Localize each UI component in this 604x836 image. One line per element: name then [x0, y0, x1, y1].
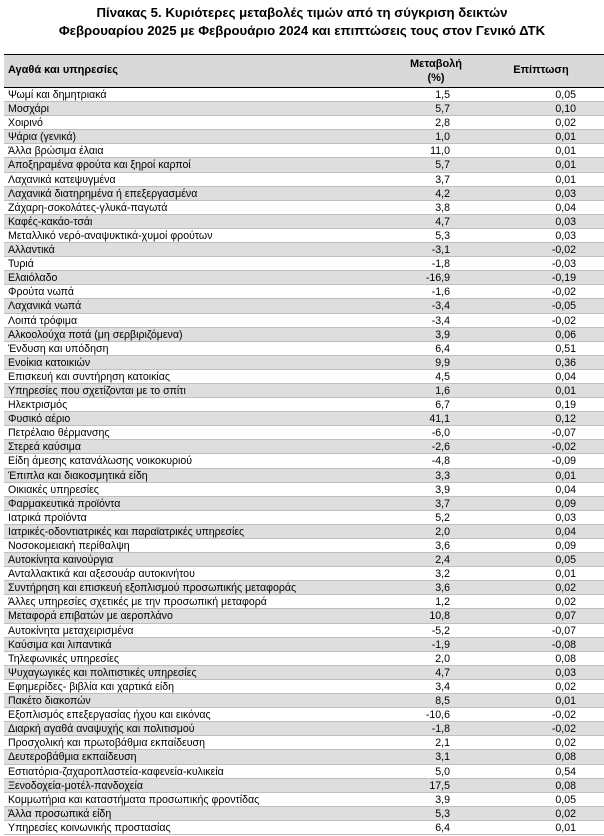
item-name: Καύσιμα και λιπαντικά: [8, 638, 112, 651]
table-row: [4, 370, 604, 384]
table-row: [4, 497, 604, 511]
item-name: Τυριά: [8, 258, 34, 271]
table-row: [4, 469, 604, 483]
impact-value: 0,02: [555, 737, 576, 750]
impact-value: 0,01: [555, 131, 576, 144]
table-row: [4, 271, 604, 285]
table-title-line-1: Πίνακας 5. Κυριότερες μεταβολές τιμών από τη σύγκριση δεικτών: [96, 5, 508, 20]
change-value: -4,8: [431, 455, 450, 468]
change-value: 11,0: [430, 145, 450, 158]
change-value: 3,6: [435, 540, 450, 552]
change-value: 2,0: [435, 652, 450, 665]
change-value: 3,4: [435, 680, 450, 693]
impact-value: -0,05: [551, 300, 576, 313]
impact-value: 0,04: [555, 525, 576, 538]
item-name: Αποξηραμένα φρούτα και ξηροί καρποί: [8, 159, 191, 172]
impact-value: 0,09: [555, 540, 576, 552]
item-name: Άλλα προσωπικά είδη: [8, 807, 112, 820]
change-value: 3,9: [435, 793, 450, 806]
impact-value: 0,08: [555, 751, 576, 764]
item-name: Κομμωτήρια και καταστήματα προσωπικής φροντίδας: [8, 793, 260, 806]
impact-value: 0,01: [555, 469, 576, 482]
header-change: [390, 57, 482, 85]
item-name: Πακέτο διακοπών: [8, 695, 91, 708]
item-name: Ιατρικές-οδοντιατρικές και παραϊατρικές υπηρεσίες: [8, 525, 245, 538]
change-value: 5,3: [435, 229, 450, 242]
item-name: Φυσικό αέριο: [8, 413, 71, 426]
table-row: [4, 609, 604, 623]
impact-value: 0,06: [555, 328, 576, 341]
table-row: [4, 88, 604, 102]
impact-value: 0,01: [555, 159, 576, 172]
impact-value: -0,03: [551, 258, 576, 271]
table-row: [4, 299, 604, 313]
item-name: Χοιρινό: [8, 117, 43, 130]
table-row: [4, 779, 604, 793]
item-name: Συντήρηση και επισκευή εξοπλισμού προσωπικής μεταφοράς: [8, 582, 297, 595]
table-row: [4, 328, 604, 342]
change-value: 1,2: [435, 596, 450, 609]
impact-value: 0,03: [555, 215, 576, 228]
item-name: Ψάρια (γενικά): [8, 131, 77, 144]
impact-value: 0,07: [555, 610, 576, 623]
table-row: [4, 652, 604, 666]
item-name: Καφές-κακάο-τσάι: [8, 215, 93, 228]
item-name: Πετρέλαιο θέρμανσης: [8, 427, 110, 440]
change-value: 6,4: [435, 821, 450, 834]
change-value: 1,5: [435, 89, 450, 101]
table-row: [4, 666, 604, 680]
table-row: [4, 694, 604, 708]
impact-value: -0,08: [551, 638, 576, 651]
item-name: Εστιατόρια-ζαχαροπλαστεία-καφενεία-κυλικεία: [8, 765, 224, 778]
item-name: Αλλαντικά: [8, 244, 55, 257]
table-row: [4, 807, 604, 821]
impact-value: 0,03: [555, 511, 576, 524]
item-name: Υπηρεσίες κοινωνικής προστασίας: [8, 821, 171, 834]
table-row: [4, 680, 604, 694]
change-value: -10,6: [425, 709, 450, 722]
change-value: 3,8: [435, 201, 450, 214]
impact-value: 0,01: [555, 384, 576, 397]
change-value: 10,8: [429, 610, 450, 623]
table-row: [4, 750, 604, 764]
change-value: -1,8: [431, 258, 450, 271]
item-name: Εξοπλισμός επεξεργασίας ήχου και εικόνας: [8, 709, 211, 722]
impact-value: -0,02: [551, 286, 576, 299]
impact-value: 0,10: [555, 103, 576, 116]
item-name: Είδη άμεσης κατανάλωσης νοικοκυριού: [8, 455, 193, 468]
item-name: Ψωμί και δημητριακά: [8, 89, 107, 101]
table-row: [4, 144, 604, 158]
impact-value: -0,07: [551, 624, 576, 637]
item-name: Οικιακές υπηρεσίες: [8, 483, 99, 496]
impact-value: -0,02: [551, 314, 576, 327]
table-title-line-2: Φεβρουαρίου 2025 με Φεβρουάριο 2024 και επιπτώσεις τους στον Γενικό ΔΤΚ: [58, 23, 546, 38]
item-name: Διαρκή αγαθά αναψυχής και πολιτισμού: [8, 723, 195, 736]
change-value: 2,4: [435, 554, 450, 567]
item-name: Υπηρεσίες που σχετίζονται με το σπίτι: [8, 384, 186, 397]
item-name: Λαχανικά νωπά: [8, 300, 82, 313]
item-name: Ξενοδοχεία-μοτέλ-πανδοχεία: [8, 779, 144, 792]
item-name: Εφημερίδες- βιβλία και χαρτικά είδη: [8, 680, 174, 693]
change-value: 3,6: [435, 582, 450, 595]
impact-value: 0,54: [555, 765, 576, 778]
change-value: 2,8: [435, 117, 450, 130]
header-goods-services: Αγαθά και υπηρεσίες: [8, 64, 118, 76]
impact-value: -0,02: [551, 723, 576, 736]
change-value: 4,7: [435, 666, 450, 679]
change-value: -3,4: [431, 300, 450, 313]
impact-value: -0,07: [551, 427, 576, 440]
change-value: 8,5: [435, 695, 450, 708]
item-name: Έπιπλα και διακοσμητικά είδη: [8, 469, 148, 482]
impact-value: 0,01: [555, 145, 576, 158]
item-name: Λαχανικά διατηρημένα ή επεξεργασμένα: [8, 187, 198, 200]
change-value: 2,0: [435, 525, 450, 538]
item-name: Αυτοκίνητα μεταχειρισμένα: [8, 624, 134, 637]
table-row: [4, 384, 604, 398]
impact-value: 0,04: [555, 201, 576, 214]
impact-value: 0,02: [555, 807, 576, 820]
impact-value: 0,05: [555, 89, 576, 101]
change-value: 3,2: [435, 568, 450, 581]
item-name: Αλκοολούχα ποτά (μη σερβιριζόμενα): [8, 328, 183, 341]
change-value: 3,1: [435, 751, 450, 764]
impact-value: -0,02: [551, 441, 576, 454]
table-row: [4, 173, 604, 187]
table-row: [4, 765, 604, 779]
item-name: Λαχανικά κατεψυγμένα: [8, 173, 116, 186]
item-name: Επισκευή και συντήρηση κατοικίας: [8, 370, 170, 383]
impact-value: 0,04: [555, 483, 576, 496]
item-name: Προσχολική και πρωτοβάθμια εκπαίδευση: [8, 737, 205, 750]
table-row: [4, 483, 604, 497]
impact-value: 0,01: [555, 173, 576, 186]
table-row: [4, 708, 604, 722]
change-value: 6,4: [435, 342, 450, 355]
change-value: -2,6: [431, 441, 450, 454]
impact-value: 0,05: [555, 554, 576, 567]
item-name: Ηλεκτρισμός: [8, 399, 68, 412]
change-value: 3,7: [435, 497, 450, 510]
table-row: [4, 638, 604, 652]
impact-value: -0,02: [551, 709, 576, 722]
table-body: [4, 88, 604, 835]
table-row: [4, 595, 604, 609]
impact-value: 0,08: [555, 779, 576, 792]
table-row: [4, 553, 604, 567]
item-name: Ενοίκια κατοικιών: [8, 356, 91, 369]
item-name: Ψυχαγωγικές και πολιτιστικές υπηρεσίες: [8, 666, 197, 679]
item-name: Ένδυση και υπόδηση: [8, 342, 109, 355]
item-name: Μεταλλικό νερό-αναψυκτικά-χυμοί φρούτων: [8, 229, 213, 242]
table-row: [4, 215, 604, 229]
impact-value: 0,36: [555, 356, 576, 369]
table-row: [4, 257, 604, 271]
impact-value: 0,19: [555, 399, 576, 412]
item-name: Ζάχαρη-σοκολάτες-γλυκά-παγωτά: [8, 201, 168, 214]
impact-value: 0,51: [555, 342, 576, 355]
impact-value: 0,01: [555, 568, 576, 581]
impact-value: 0,05: [555, 793, 576, 806]
table-row: [4, 525, 604, 539]
impact-value: 0,12: [555, 413, 576, 426]
change-value: -1,8: [431, 723, 450, 736]
table-row: [4, 201, 604, 215]
item-name: Αυτοκίνητα καινούργια: [8, 554, 114, 567]
item-name: Δευτεροβάθμια εκπαίδευση: [8, 751, 137, 764]
item-name: Ανταλλακτικά και αξεσουάρ αυτοκινήτου: [8, 568, 195, 581]
table-header: [4, 54, 604, 88]
change-value: 5,7: [435, 159, 450, 172]
impact-value: 0,03: [555, 187, 576, 200]
table-title: [0, 4, 604, 40]
table-row: [4, 187, 604, 201]
change-value: 5,0: [435, 765, 450, 778]
change-value: -5,2: [431, 624, 450, 637]
item-name: Φαρμακευτικά προϊόντα: [8, 497, 121, 510]
table-row: [4, 511, 604, 525]
impact-value: 0,01: [555, 821, 576, 834]
change-value: 9,9: [435, 356, 450, 369]
table-row: [4, 342, 604, 356]
change-value: -3,1: [431, 244, 450, 257]
impact-value: -0,02: [551, 244, 576, 257]
table-row: [4, 130, 604, 144]
impact-value: 0,04: [555, 370, 576, 383]
impact-value: 0,08: [555, 652, 576, 665]
table-row: [4, 102, 604, 116]
table-row: [4, 454, 604, 468]
item-name: Μεταφορά επιβατών με αεροπλάνο: [8, 610, 173, 623]
item-name: Τηλεφωνικές υπηρεσίες: [8, 652, 119, 665]
impact-value: -0,19: [551, 272, 576, 285]
table-row: [4, 821, 604, 835]
item-name: Στερεά καύσιμα: [8, 441, 81, 454]
change-value: 4,2: [435, 187, 450, 200]
item-name: Άλλα βρώσιμα έλαια: [8, 145, 104, 158]
table-row: [4, 581, 604, 595]
impact-value: 0,03: [555, 666, 576, 679]
table-row: [4, 539, 604, 553]
item-name: Λοιπά τρόφιμα: [8, 314, 78, 327]
change-value: 1,6: [435, 384, 450, 397]
item-name: Μοσχάρι: [8, 103, 50, 116]
item-name: Νοσοκομειακή περίθαλψη: [8, 540, 130, 552]
change-value: 41,1: [429, 413, 450, 426]
impact-value: 0,09: [555, 497, 576, 510]
change-value: 4,5: [435, 370, 450, 383]
table-row: [4, 158, 604, 172]
table-row: [4, 426, 604, 440]
change-value: -6,0: [431, 427, 450, 440]
change-value: -3,4: [431, 314, 450, 327]
impact-value: 0,03: [555, 229, 576, 242]
change-value: -16,9: [425, 272, 450, 285]
table-row: [4, 116, 604, 130]
header-change-label: Μεταβολή: [409, 58, 463, 70]
change-value: 5,7: [435, 103, 450, 116]
change-value: 3,7: [435, 173, 450, 186]
table-row: [4, 722, 604, 736]
change-value: 3,9: [435, 483, 450, 496]
change-value: 1,0: [435, 131, 450, 144]
table-row: [4, 356, 604, 370]
item-name: Ιατρικά προϊόντα: [8, 511, 87, 524]
header-change-unit: (%): [427, 72, 445, 84]
change-value: 4,7: [435, 215, 450, 228]
table-row: [4, 793, 604, 807]
table-row: [4, 314, 604, 328]
impact-value: 0,01: [555, 695, 576, 708]
impact-value: 0,02: [555, 596, 576, 609]
table-row: [4, 229, 604, 243]
table-row: [4, 285, 604, 299]
price-changes-table: [4, 54, 604, 835]
table-row: [4, 567, 604, 581]
change-value: -1,9: [431, 638, 450, 651]
impact-value: -0,09: [551, 455, 576, 468]
table-row: [4, 398, 604, 412]
table-row: [4, 624, 604, 638]
item-name: Φρούτα νωπά: [8, 286, 74, 299]
table-row: [4, 440, 604, 454]
impact-value: 0,02: [555, 680, 576, 693]
change-value: 6,7: [435, 399, 450, 412]
header-impact: Επίπτωση: [513, 64, 569, 76]
change-value: 17,5: [429, 779, 450, 792]
table-row: [4, 243, 604, 257]
item-name: Ελαιόλαδο: [8, 272, 58, 285]
change-value: 3,9: [435, 328, 450, 341]
impact-value: 0,02: [555, 582, 576, 595]
table-row: [4, 736, 604, 750]
change-value: -1,6: [431, 286, 450, 299]
item-name: Άλλες υπηρεσίες σχετικές με την προσωπική μεταφορά: [8, 596, 267, 609]
impact-value: 0,02: [555, 117, 576, 130]
change-value: 2,1: [435, 737, 450, 750]
change-value: 3,3: [435, 469, 450, 482]
change-value: 5,2: [435, 511, 450, 524]
table-row: [4, 412, 604, 426]
change-value: 5,3: [435, 807, 450, 820]
